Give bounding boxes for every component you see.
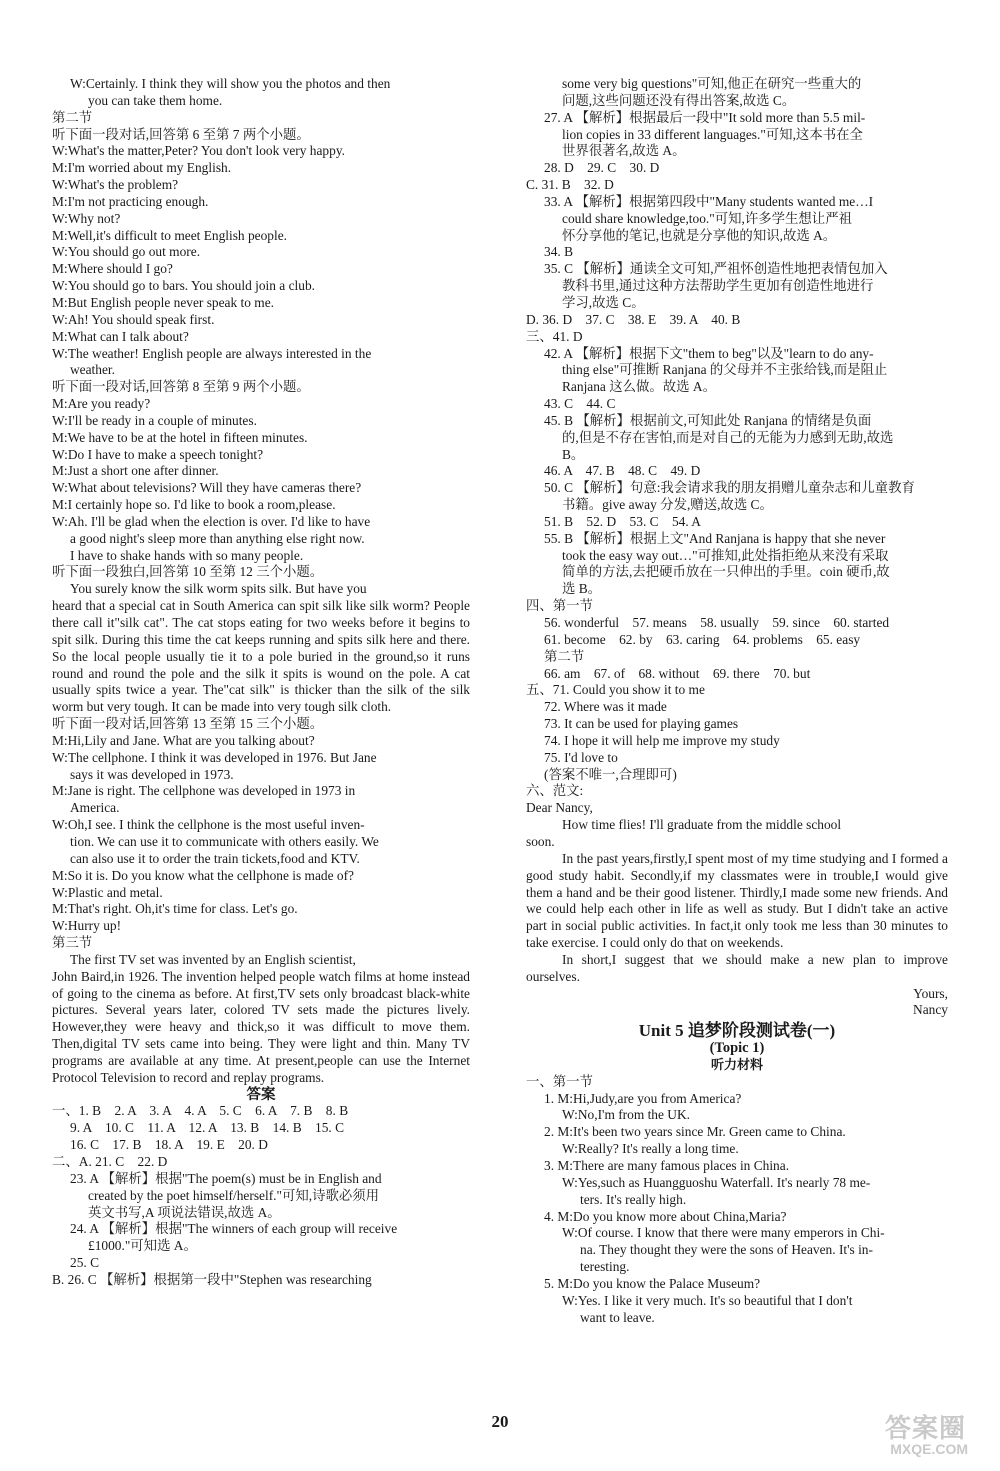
answer-line: 27. A 【解析】根据最后一段中"It sold more than 5.5 mil- (544, 109, 866, 125)
answer-line: 三、41. D (526, 328, 583, 344)
answer-line: B. 26. C 【解析】根据第一段中"Stephen was researching (52, 1271, 372, 1287)
dialogue-line: na. They thought they were the sons of Heaven. It's in- (580, 1242, 873, 1258)
answer-line: 42. A 【解析】根据下文"them to beg"以及"learn to do any- (544, 345, 874, 361)
dialogue-line: M:I'm worried about my English. (52, 160, 232, 176)
dialogue-line: W:The weather! English people are always interested in the (52, 345, 372, 361)
section-heading: 第二节 (544, 648, 585, 664)
answer-line: 45. B 【解析】根据前文,可知此处 Ranjana 的情绪是负面 (544, 412, 872, 428)
dialogue-line: M:But English people never speak to me. (52, 294, 275, 310)
answer-line: 55. B 【解析】根据上文"And Ranjana is happy that she never (544, 530, 886, 546)
dialogue-line: 2. M:It's been two years since Mr. Green came to China. (544, 1124, 846, 1140)
dialogue-line: W:I'll be ready in a couple of minutes. (52, 412, 257, 428)
answer-line: 24. A 【解析】根据"The winners of each group will receive (70, 1221, 398, 1237)
answer-line: 66. am 67. of 68. without 69. there 70. but (544, 665, 811, 681)
section-heading: 四、第一节 (526, 598, 593, 614)
answer-line: 的,但是不存在害怕,而是对自己的无能为力感到无助,故选 (562, 429, 894, 445)
dialogue-line: W:You should go to bars. You should join a club. (52, 278, 315, 294)
dialogue-line: W:Hurry up! (52, 918, 122, 934)
dialogue-line: W:Do I have to make a speech tonight? (52, 446, 264, 462)
dialogue-line: M:Well,it's difficult to meet English people. (52, 227, 288, 243)
dialogue-line: want to leave. (580, 1309, 655, 1325)
instruction-line: 听下面一段对话,回答第 6 至第 7 两个小题。 (52, 126, 310, 142)
answer-line: 教科书里,通过这种方法帮助学生更加有创造性地进行 (562, 278, 874, 294)
answer-line: Ranjana 这么做。故选 A。 (562, 379, 716, 395)
text-line: W:Certainly. I think they will show you the photos and then (70, 76, 391, 91)
answer-line: thing else"可推断 Ranjana 的父母并不主张给钱,而是阻止 (562, 362, 888, 378)
dialogue-line: tion. We can use it to communicate with others easily. We (70, 833, 379, 849)
section-heading: 第三节 (52, 935, 93, 951)
dialogue-line: W:What about televisions? Will they have cameras there? (52, 480, 362, 496)
answer-line: 75. I'd love to (544, 749, 618, 765)
section-heading: 一、第一节 (526, 1073, 593, 1089)
answer-line: 简单的方法,去把硬币放在一只伸出的手里。coin 硬币,故 (562, 564, 890, 580)
dialogue-line: W:No,I'm from the UK. (562, 1107, 690, 1123)
dialogue-line: can also use it to order the train tickets,food and KTV. (70, 850, 360, 866)
answer-line: some very big questions"可知,他正在研究一些重大的 (562, 76, 862, 91)
answer-line: 23. A 【解析】根据"The poem(s) must be in English and (70, 1170, 382, 1186)
answer-line: 28. D 29. C 30. D (544, 160, 660, 176)
dialogue-line: M:What can I talk about? (52, 328, 189, 344)
dialogue-line: M:We have to be at the hotel in fifteen minutes. (52, 429, 308, 445)
section-heading: 第二节 (52, 109, 93, 125)
answer-line: 一、1. B 2. A 3. A 4. A 5. C 6. A 7. B 8. B (52, 1103, 349, 1119)
listening-title: 听力材料 (710, 1056, 763, 1072)
answer-line: 9. A 10. C 11. A 12. A 13. B 14. B 15. C (70, 1120, 345, 1136)
answer-line: 怀分享他的笔记,也就是分享他的知识,故选 A。 (562, 227, 837, 243)
dialogue-line: W:Oh,I see. I think the cellphone is the most useful inven- (52, 817, 365, 833)
instruction-line: 听下面一段独白,回答第 10 至第 12 三个小题。 (52, 564, 324, 580)
answer-line: 35. C 【解析】通读全文可知,严祖怀创造性地把表情包加入 (544, 261, 888, 277)
dialogue-line: W:The cellphone. I think it was developed in 1976. But Jane (52, 749, 377, 765)
left-column (52, 76, 474, 1289)
section-heading: 六、范文: (526, 783, 584, 799)
dialogue-line: M:So it is. Do you know what the cellphone is made of? (52, 867, 354, 883)
right-column (526, 76, 952, 1326)
dialogue-line: 4. M:Do you know more about China,Maria? (544, 1208, 787, 1224)
answer-line: 25. C (70, 1255, 100, 1271)
answer-line: 学习,故选 C。 (562, 294, 645, 310)
dialogue-line: America. (70, 800, 120, 816)
dialogue-line: M:Where should I go? (52, 261, 173, 277)
dialogue-line: 5. M:Do you know the Palace Museum? (544, 1275, 761, 1291)
answer-line: 50. C 【解析】句意:我会请求我的朋友捐赠儿童杂志和儿童教育 (544, 480, 915, 496)
dialogue-line: W:What's the problem? (52, 177, 179, 193)
answer-note: (答案不唯一,合理即可) (544, 766, 677, 782)
dialogue-line: 1. M:Hi,Judy,are you from America? (544, 1090, 742, 1106)
answer-line: took the easy way out…"可推知,此处指拒绝从来没有采取 (562, 547, 889, 563)
answer-line: C. 31. B 32. D (526, 177, 614, 193)
dialogue-line: M:I certainly hope so. I'd like to book a room,please. (52, 497, 336, 513)
answer-line: 51. B 52. D 53. C 54. A (544, 513, 701, 529)
answer-line: 书籍。give away 分发,赠送,故选 C。 (562, 497, 773, 513)
passage-paragraph: John Baird,in 1926. The invention helped people watch films at home instead of going to the cinema as before. At first,TV sets only broadcast black-white pictures. Several years later, colored TV sets made the pictures lively. However,they were heavy and thick,so it was difficult to move them. Then,digital TV sets came into being. They were light and thin. Many TV programs are available at any time. At present,people can use the Internet Protocol Television to record and replay programs. (52, 968, 474, 1085)
dialogue-line: I have to shake hands with so many people. (70, 547, 304, 563)
dialogue-line: W:Ah! You should speak first. (52, 311, 215, 327)
answer-line: 34. B (544, 244, 574, 260)
passage-line: You surely know the silk worm spits silk. But have you (70, 581, 367, 597)
answer-line: 英文书写,A 项说法错误,故选 A。 (88, 1204, 281, 1220)
answer-line: 61. become 62. by 63. caring 64. problems 65. easy (544, 631, 861, 647)
answer-line: 世界很著名,故选 A。 (562, 143, 686, 159)
dialogue-line: M:Just a short one after dinner. (52, 463, 219, 479)
text-line: you can take them home. (88, 92, 223, 108)
answer-line: D. 36. D 37. C 38. E 39. A 40. B (526, 311, 741, 327)
answer-line: 74. I hope it will help me improve my study (544, 732, 780, 748)
dialogue-line: a good night's sleep more than anything else right now. (70, 530, 365, 546)
answer-line: 43. C 44. C (544, 396, 616, 412)
dialogue-line: W:Yes. I like it very much. It's so beautiful that I don't (562, 1292, 853, 1308)
answer-line: 16. C 17. B 18. A 19. E 20. D (70, 1137, 268, 1153)
answer-line: could share knowledge,too."可知,许多学生想让严祖 (562, 210, 852, 226)
answer-line: 选 B。 (562, 581, 602, 597)
letter-paragraph: In the past years,firstly,I spent most of my time studying and I formed a good study habit. Secondly,if my classmates were in trouble,I would give them a hand and be their good listener. Thirdly,I made some new friends. And we could help each other in life as well as study. But I didn't take an active part in social public activities. In fact,it only took me less than 30 minutes to take exercise. I could only do that on weekends. (526, 850, 952, 951)
answer-line: 72. Where was it made (544, 699, 667, 715)
answers-heading: 答案 (246, 1086, 276, 1103)
answer-line: 46. A 47. B 48. C 49. D (544, 463, 701, 479)
dialogue-line: teresting. (580, 1259, 630, 1275)
watermark-url: MXQE.COM (890, 1441, 968, 1457)
letter-paragraph: In short,I suggest that we should make a new plan to improve ourselves. (526, 951, 952, 984)
dialogue-line: W:Of course. I know that there were many emperors in Chi- (562, 1225, 885, 1241)
dialogue-line: W:You should go out more. (52, 244, 201, 260)
answer-line: created by the poet himself/herself."可知,诗歌必须用 (88, 1187, 380, 1203)
letter-line: How time flies! I'll graduate from the middle school (562, 817, 842, 833)
answer-line: lion copies in 33 different languages."可知,这本书在全 (562, 126, 863, 142)
dialogue-line: ters. It's really high. (580, 1191, 687, 1207)
dialogue-line: M:Are you ready? (52, 396, 151, 412)
answer-line: 73. It can be used for playing games (544, 716, 739, 732)
answer-line: B。 (562, 446, 585, 462)
dialogue-line: W:Why not? (52, 210, 121, 226)
dialogue-line: W:Really? It's really a long time. (562, 1141, 739, 1157)
dialogue-line: W:Plastic and metal. (52, 884, 163, 900)
answer-line: 56. wonderful 57. means 58. usually 59. since 60. started (544, 615, 890, 630)
dialogue-line: W:What's the matter,Peter? You don't look very happy. (52, 143, 345, 159)
watermark-logo: 答案圈 (884, 1413, 966, 1443)
letter-closing: Yours, (913, 985, 948, 1001)
answer-line: 二、A. 21. C 22. D (52, 1154, 168, 1169)
dialogue-line: weather. (70, 362, 115, 378)
passage-paragraph: heard that a special cat in South America can spit silk like silk worm? People there call it"silk cat". The cat stops eating for two weeks before it begins to spit silk. During this time the cat keeps running and spits silk here and there. So the local people usually tie it to a pole buried in the ground,so it runs round and round the pole and the silk it spits is wound on the pole. A cat usually spits twice a year. The"cat silk" is thicker than the silk of the silk worm but very tough. It can be made into very tough silk cloth. (52, 598, 474, 715)
dialogue-line: M:That's right. Oh,it's time for class. Let's go. (52, 901, 298, 917)
dialogue-line: M:Hi,Lily and Jane. What are you talking about? (52, 732, 315, 748)
dialogue-line: W:Ah. I'll be glad when the election is over. I'd like to have (52, 513, 371, 529)
page-number: 20 (491, 1412, 509, 1431)
dialogue-line: says it was developed in 1973. (70, 766, 234, 782)
answer-line: £1000."可知选 A。 (88, 1238, 197, 1254)
passage-line: The first TV set was invented by an English scientist, (70, 951, 356, 967)
dialogue-line: 3. M:There are many famous places in China. (544, 1158, 790, 1173)
unit-title: Unit 5 追梦阶段测试卷(一) (638, 1021, 836, 1041)
letter-line: soon. (526, 833, 555, 849)
instruction-line: 听下面一段对话,回答第 8 至第 9 两个小题。 (52, 379, 310, 395)
letter-signature: Nancy (913, 1002, 948, 1018)
instruction-line: 听下面一段对话,回答第 13 至第 15 三个小题。 (52, 716, 324, 732)
answer-line: 33. A 【解析】根据第四段中"Many students wanted me…I (544, 193, 874, 209)
letter-greeting: Dear Nancy, (526, 800, 593, 816)
dialogue-line: W:Yes,such as Huangguoshu Waterfall. It's nearly 78 me- (562, 1174, 871, 1190)
dialogue-line: M:I'm not practicing enough. (52, 193, 209, 209)
answer-line: 问题,这些问题还没有得出答案,故选 C。 (562, 92, 796, 108)
dialogue-line: M:Jane is right. The cellphone was developed in 1973 in (52, 783, 356, 799)
answer-line: 五、71. Could you show it to me (526, 682, 705, 698)
topic-title: (Topic 1) (709, 1040, 765, 1057)
